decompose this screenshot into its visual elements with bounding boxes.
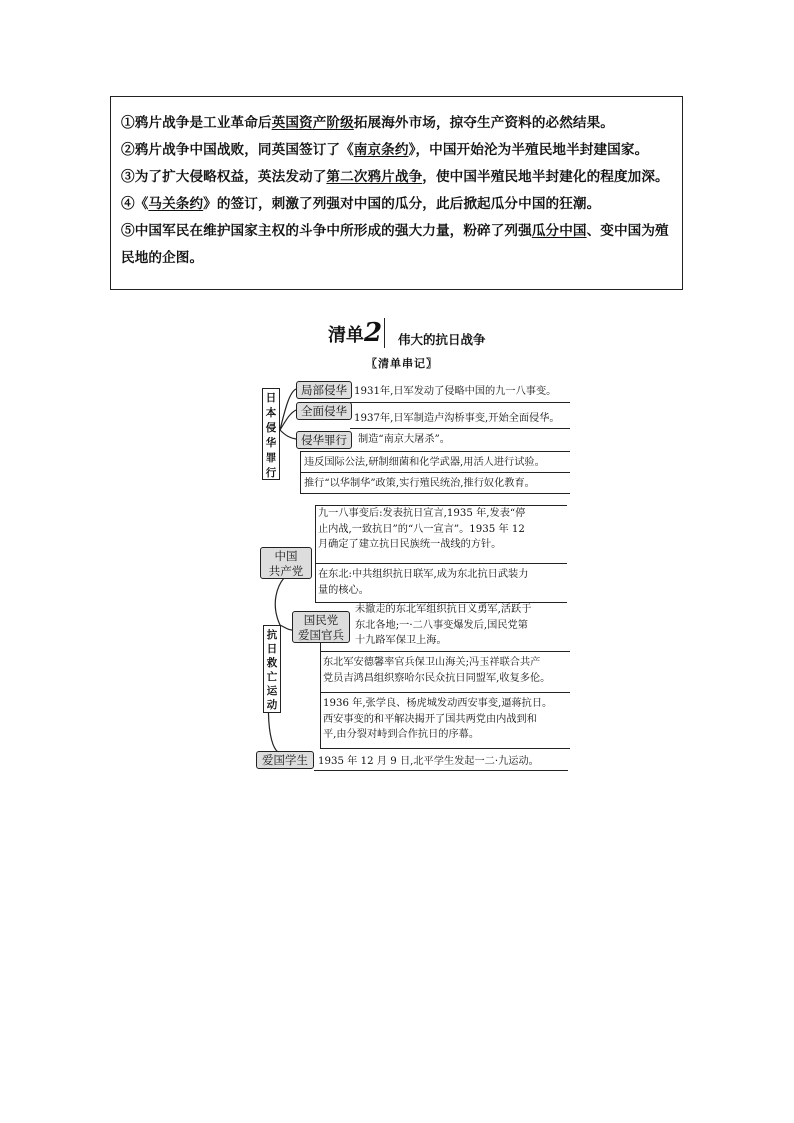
leaf-1931: 1931年,日军发动了侵略中国的九一八事变。 xyxy=(354,386,557,397)
leaf-cpc-declaration: 九一八事变后:发表抗日宣言,1935 年,发表“停 止内战,一致抗日”的“八一宣言”。1935 年 12 月确定了建立抗日民族统一战线的方针。 xyxy=(318,508,526,550)
key-term: 第二次鸦片战争 xyxy=(326,169,423,185)
summary-line-4: ④《马关条约》的签订，刺激了列强对中国的瓜分，此后掀起瓜分中国的狂潮。 xyxy=(121,196,601,212)
leaf-kmt-volunteers: 未撤走的东北军组织抗日义勇军,活跃于 东北各地;一·二八事变爆发后,国民党第 十九路军保卫上海。 xyxy=(355,604,532,646)
leaf-nanjing: 制造“南京大屠杀”。 xyxy=(358,434,450,445)
leaf-rule xyxy=(350,428,570,429)
leaf-cpc-northeast: 在东北:中共组织抗日联军,成为东北抗日武装力 量的核心。 xyxy=(318,569,529,596)
summary-line-2: ②鸦片战争中国战败，同英国签订了《南京条约》，中国开始沦为半殖民地半封建国家。 xyxy=(121,142,649,158)
leaf-rule xyxy=(300,451,570,452)
key-term: 英国资产阶级 xyxy=(271,115,354,131)
leaf-rule xyxy=(300,472,570,473)
leaf-1937: 1937年,日军制造卢沟桥事变,开始全面侵华。 xyxy=(354,413,560,424)
leaf-xian-incident: 1936 年,张学良、杨虎城发动西安事变,逼蒋抗日。 西安事变的和平解决揭开了国共两党由内战到和 平,由分裂对峙到合作抗日的序幕。 xyxy=(323,698,553,740)
node-partial-invasion: 局部侵华 xyxy=(296,381,352,399)
root-resistance-movement: 抗 日 救 亡 运 动 xyxy=(263,625,281,713)
summary-line-1: ①鸦片战争是工业革命后英国资产阶级拓展海外市场，掠夺生产资料的必然结果。 xyxy=(121,115,614,131)
summary-line-5: ⑤中国军民在维护国家主权的斗争中所形成的强大力量，粉碎了列强瓜分中国、变中国为殖 xyxy=(121,223,669,239)
root-japan-crimes: 日 本 侵 华 罪 行 xyxy=(262,388,280,480)
section-title: 伟大的抗日战争 xyxy=(398,332,486,347)
section-number: 清单2 xyxy=(328,318,383,348)
node-kmt-officers: 国民党 爱国官兵 xyxy=(292,611,350,643)
key-term: 瓜分中国 xyxy=(531,223,587,239)
leaf-rule xyxy=(300,493,570,494)
leaf-december-ninth: 1935 年 12 月 9 日,北平学生发起一二·九运动。 xyxy=(318,756,539,767)
leaf-rule xyxy=(350,402,570,403)
node-full-invasion: 全面侵华 xyxy=(296,402,352,420)
node-cpc: 中国 共产党 xyxy=(260,547,312,579)
leaf-kmt-shanhaiguan: 东北军安德馨率官兵保卫山海关;冯玉祥联合共产 党员吉鸿昌组织察哈尔民众抗日同盟军,收复多伦。 xyxy=(323,657,551,684)
summary-line-3: ③为了扩大侵略权益，英法发动了第二次鸦片战争，使中国半殖民地半封建化的程度加深。 xyxy=(121,169,669,185)
node-invasion-crimes: 侵华罪行 xyxy=(296,431,352,449)
key-term: 马关条约 xyxy=(148,196,204,212)
section-subtitle: 〖清单串记〗 xyxy=(366,357,438,370)
leaf-colonial-rule: 推行“以华制华”政策,实行殖民统治,推行奴化教育。 xyxy=(304,478,535,489)
leaf-weapons: 违反国际公法,研制细菌和化学武器,用活人进行试验。 xyxy=(304,457,545,468)
node-students: 爱国学生 xyxy=(256,751,314,769)
key-term: 南京条约 xyxy=(353,142,409,158)
summary-line-6: 民地的企图。 xyxy=(121,250,204,266)
